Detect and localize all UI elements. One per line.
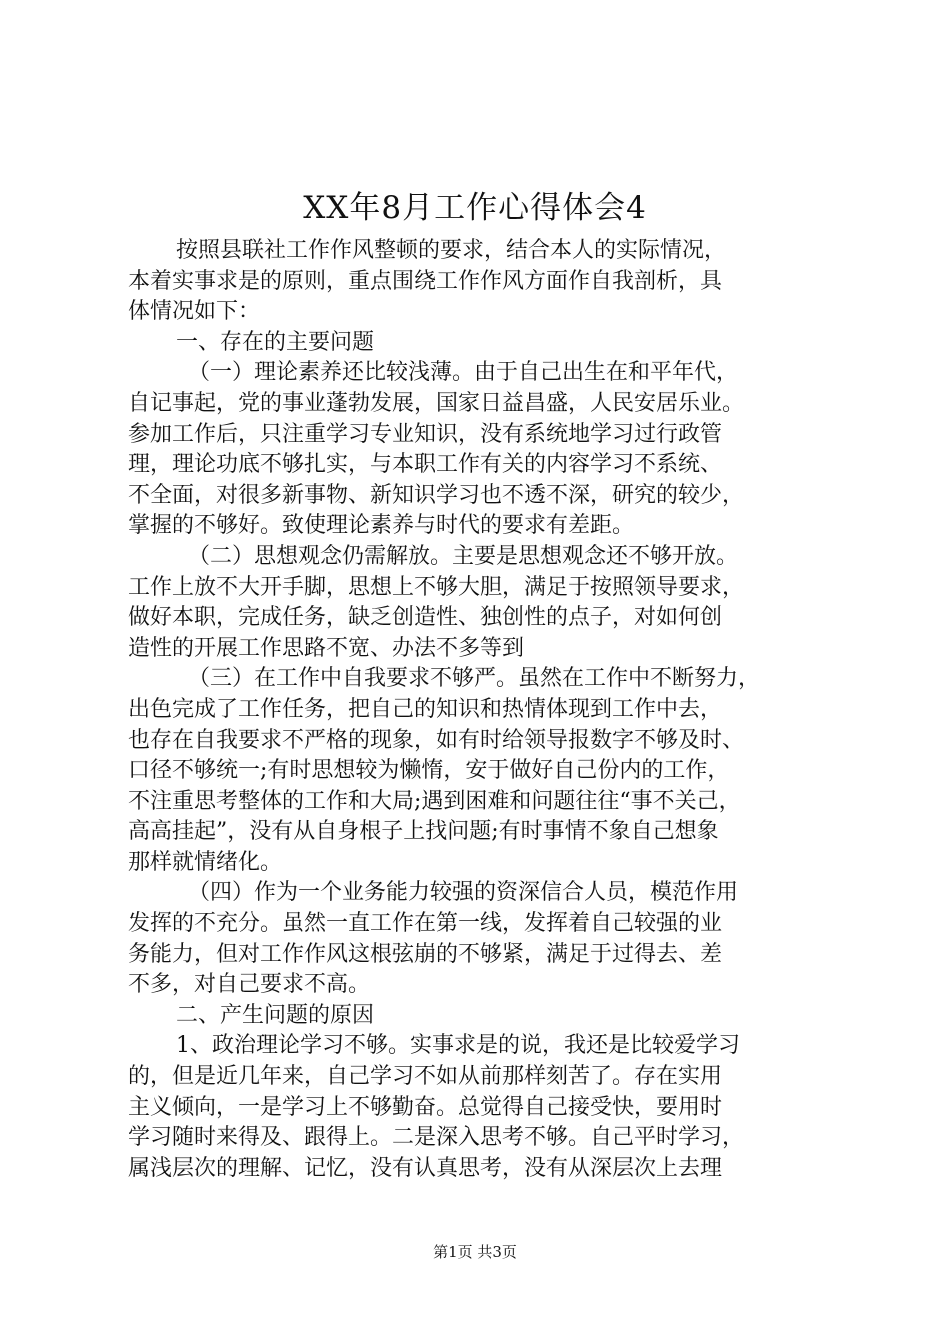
text-line: 主义倾向，一是学习上不够勤奋。总觉得自己接受快，要用时 xyxy=(128,1094,723,1120)
text-line: 不多，对自己要求不高。 xyxy=(128,972,371,998)
text-line: 也存在自我要求不严格的现象，如有时给领导报数字不够及时、 xyxy=(128,727,745,753)
text-line: 参加工作后，只注重学习专业知识，没有系统地学习过行政管 xyxy=(128,421,723,447)
text-line: 自记事起，党的事业蓬勃发展，国家日益昌盛，人民安居乐业。 xyxy=(128,390,745,416)
text-line: 的，但是近几年来，自己学习不如从前那样刻苦了。存在实用 xyxy=(128,1064,723,1090)
text-line: （三）在工作中自我要求不够严。虽然在工作中不断努力， xyxy=(188,666,761,692)
text-line: 理，理论功底不够扎实，与本职工作有关的内容学习不系统、 xyxy=(128,452,723,478)
text-line: 出色完成了工作任务，把自己的知识和热情体现到工作中去， xyxy=(128,696,723,722)
text-line: 体情况如下： xyxy=(128,299,261,325)
document-body xyxy=(128,236,838,1184)
text-line: 二、产生问题的原因 xyxy=(176,1002,375,1028)
text-line: 做好本职，完成任务，缺乏创造性、独创性的点子，对如何创 xyxy=(128,605,723,631)
page-footer: 第1页 共3页 xyxy=(433,1243,517,1261)
text-line: 高高挂起”，没有从自身根子上找问题;有时事情不象自己想象 xyxy=(128,819,719,845)
document-title: XX年8月工作心得体会4 xyxy=(303,190,647,226)
text-line: 务能力，但对工作作风这根弦崩的不够紧，满足于过得去、差 xyxy=(128,941,723,967)
text-line: 不注重思考整体的工作和大局;遇到困难和问题往往“事不关己， xyxy=(128,788,741,814)
text-line: 口径不够统一;有时思想较为懒惰，安于做好自己份内的工作， xyxy=(128,758,730,784)
text-line: 按照县联社工作作风整顿的要求，结合本人的实际情况， xyxy=(176,238,727,263)
text-line: 造性的开展工作思路不宽、办法不多等到 xyxy=(128,635,525,661)
text-line: 工作上放不大开手脚，思想上不够大胆，满足于按照领导要求， xyxy=(128,574,745,600)
text-line: 那样就情绪化。 xyxy=(128,849,283,875)
text-line: 不全面，对很多新事物、新知识学习也不透不深，研究的较少， xyxy=(128,482,745,508)
text-line: 一、存在的主要问题 xyxy=(176,329,375,355)
text-line: 本着实事求是的原则，重点围绕工作作风方面作自我剖析，具 xyxy=(128,268,723,294)
text-line: （一）理论素养还比较浅薄。由于自己出生在和平年代， xyxy=(188,360,739,386)
text-line: 属浅层次的理解、记忆，没有认真思考，没有从深层次上去理 xyxy=(128,1155,723,1181)
text-line: （二）思想观念仍需解放。主要是思想观念还不够开放。 xyxy=(188,543,739,569)
text-line: 1、政治理论学习不够。实事求是的说，我还是比较爱学习 xyxy=(176,1033,740,1059)
text-line: 学习随时来得及、跟得上。二是深入思考不够。自己平时学习， xyxy=(128,1125,745,1151)
text-line: （四）作为一个业务能力较强的资深信合人员，模范作用 xyxy=(188,880,739,906)
text-line: 发挥的不充分。虽然一直工作在第一线，发挥着自己较强的业 xyxy=(128,911,723,937)
text-line: 掌握的不够好。致使理论素养与时代的要求有差距。 xyxy=(128,513,635,539)
